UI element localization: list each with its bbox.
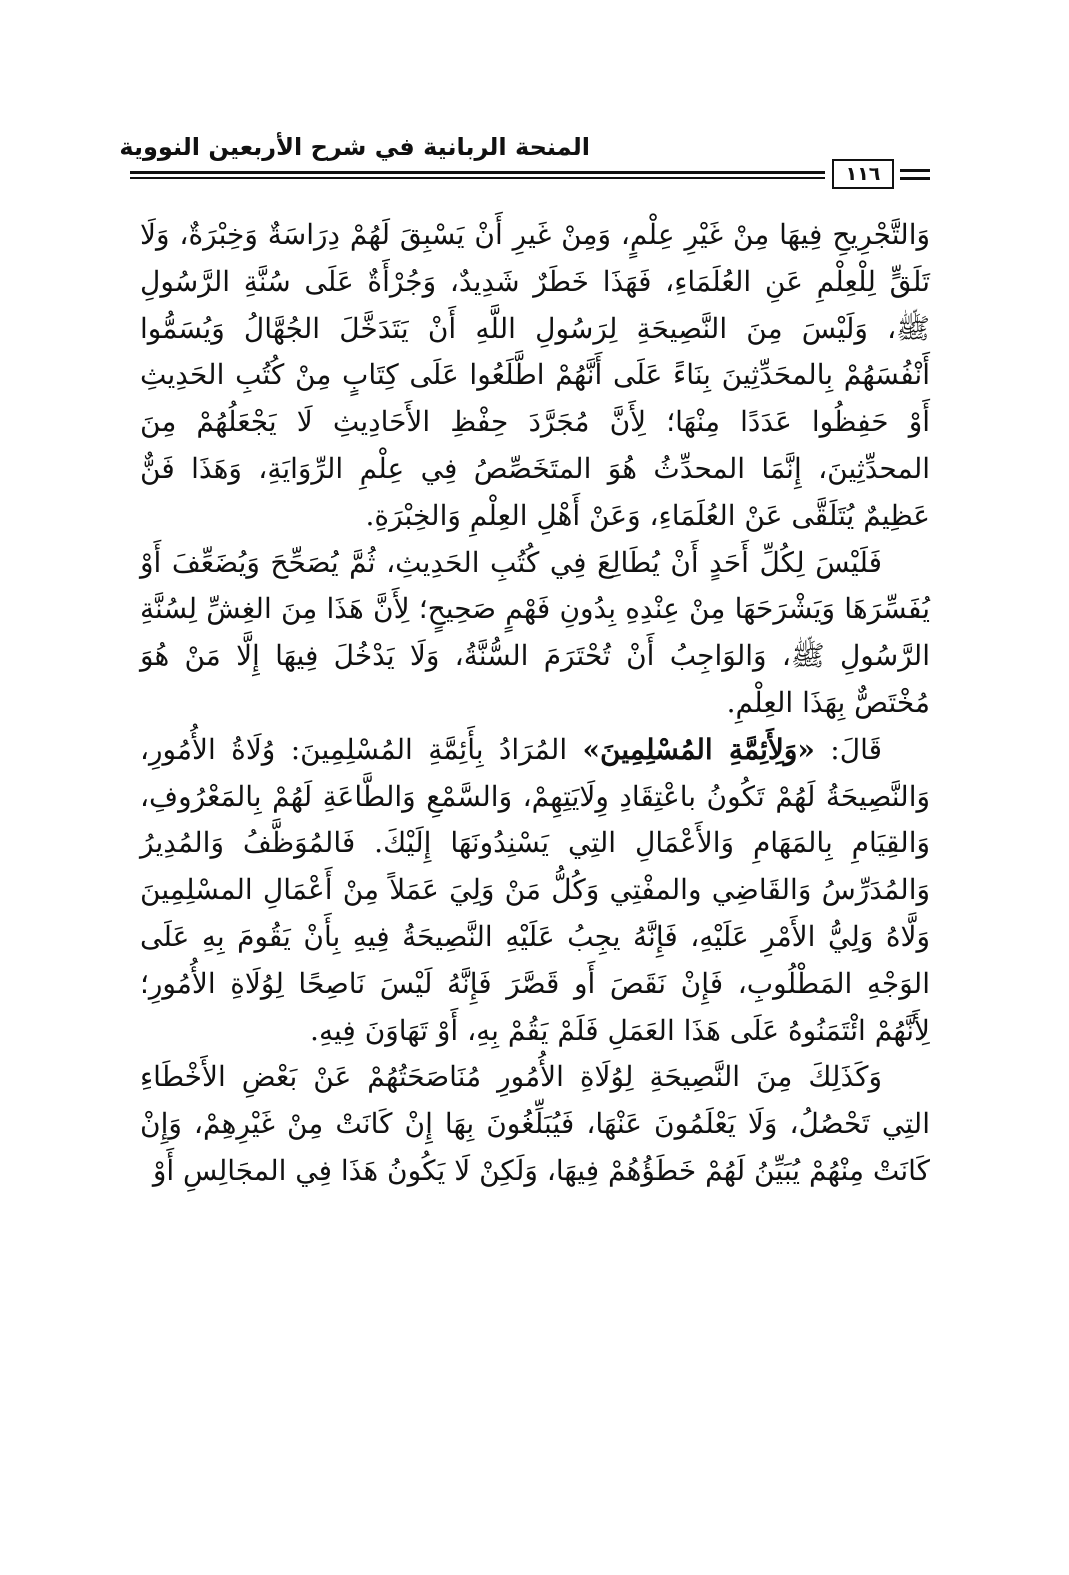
running-title: المنحة الربانية في شرح الأربعين النووية xyxy=(119,133,590,161)
paragraph-2: فَلَيْسَ لِكُلِّ أَحَدٍ أَنْ يُطَالِعَ فِي كُتُبِ الحَدِيثِ، ثُمَّ يُصَحِّحَ وَيُضَعِّفَ أَوْ يُفَسِّرَهَا وَيَشْرَحَهَا مِنْ عِنْدِهِ بِدُونِ فَهْمٍ صَحِيحٍ؛ لِأَنَّ هَذَا مِنَ الغِشِّ لِسُنَّةِ الرَّسُولِ ﷺ، وَالوَاجِبُ أَنْ تُحْتَرَمَ السُّنَّةُ، وَلَا يَدْخُلَ فِيهَا إِلَّا مَنْ هُوَ مُخْتَصٌّ بِهَذَا العِلْمِ. xyxy=(140,545,930,719)
paragraph-4: وَكَذَلِكَ مِنَ النَّصِيحَةِ لِوُلَاةِ الأُمُورِ مُنَاصَحَتُهُمْ عَنْ بَعْضِ الأَخْطَاءِ التِي تَحْصُلُ، وَلَا يَعْلَمُونَ عَنْهَا، فَيُبَلِّغُونَ بِهَا إِنْ كَانَتْ مِنْ غَيْرِهِمْ، وَإِنْ كَانَتْ مِنْهُمْ يُبَيِّنُ لَهُمْ خَطَؤُهُمْ فِيهَا، وَلَكِنْ لَا يَكُونُ هَذَا فِي المجَالِسِ أَوْ xyxy=(140,1060,930,1187)
header-rule xyxy=(130,171,825,174)
hadith-quote: «وَلِأَئِمَّةِ المُسْلِمِينَ» xyxy=(582,732,815,766)
main-text xyxy=(140,212,930,1195)
page-number: ١١٦ xyxy=(832,159,894,189)
paragraph-3-prefix: قَالَ: xyxy=(814,732,882,766)
paragraph-1: وَالتَّجْرِيحِ فِيهَا مِنْ غَيْرِ عِلْمٍ، وَمِنْ غَيرِ أَنْ يَسْبِقَ لَهُمْ دِرَاسَةٌ وَخِبْرَةٌ، وَلَا تَلَقٍّ لِلْعِلْمِ عَنِ العُلَمَاءِ، فَهَذَا خَطَرٌ شَدِيدٌ، وَجُرْأَةٌ عَلَى سُنَّةِ الرَّسُولِ ﷺ، وَلَيْسَ مِنَ النَّصِيحَةِ لِرَسُولِ اللَّهِ أَنْ يَتَدَخَّلَ الجُهَّالُ وَيُسَمُّوا أَنْفُسَهُمْ بِالمحَدِّثِينَ بِنَاءً عَلَى أَنَّهُمْ اطَّلَعُوا عَلَى كِتَابٍ مِنْ كُتُبِ الحَدِيثِ أَوْ حَفِظُوا عَدَدًا مِنْهَا؛ لِأَنَّ مُجَرَّدَ حِفْظِ الأَحَادِيثِ لَا يَجْعَلُهُمْ مِنَ المحدِّثِينَ، إِنَّمَا المحدِّثُ هُوَ المتَخَصِّصُ فِي عِلْمِ الرِّوَايَةِ، وَهَذَا فَنٌّ عَظِيمٌ يُتَلَقَّى عَنْ العُلَمَاءِ، وَعَنْ أَهْلِ العِلْمِ وَالخِبْرَةِ. xyxy=(140,218,930,532)
page-header xyxy=(119,125,930,185)
header-dash xyxy=(900,169,930,172)
paragraph-3 xyxy=(140,727,930,1055)
header-rule-thin xyxy=(130,177,825,179)
header-dash-lower xyxy=(900,177,930,180)
paragraph-3-text: المُرَادُ بِأَئِمَّةِ المُسْلِمِينَ: وُلَاةُ الأُمُورِ، وَالنَّصِيحَةُ لَهُمْ تَكُونُ باعْتِقَادِ وِلَايَتِهِمْ، وَالسَّمْعِ وَالطَّاعَةِ لَهُمْ بِالمَعْرُوفِ، وَالقِيَامِ بِالمَهَامِ وَالأَعْمَالِ التِي يَسْنِدُونَهَا إِلَيْكَ. فَالمُوَظَّفُ وَالمُدِيرُ وَالمُدَرِّسُ وَالقَاضِي والمفْتِي وَكُلُّ مَنْ وَلِيَ عَمَلاً مِنْ أَعْمَالِ المسْلِمِينَ وَلَّاهُ وَلِيُّ الأَمْرِ عَلَيْهِ، فَإِنَّهُ يجِبُ عَلَيْهِ النَّصِيحَةُ فِيهِ بِأَنْ يَقُومَ بِهِ عَلَى الوَجْهِ المَطْلُوبِ، فَإِنْ نَقَصَ أَو قَصَّرَ فَإِنَّهُ لَيْسَ نَاصِحًا لِوُلَاةِ الأُمُورِ؛ لِأَنَّهُمْ ائْتَمَنُوهُ عَلَى هَذَا العَمَلِ فَلَمْ يَقُمْ بِهِ، أَوْ تَهَاوَنَ فِيهِ. xyxy=(140,732,930,1047)
